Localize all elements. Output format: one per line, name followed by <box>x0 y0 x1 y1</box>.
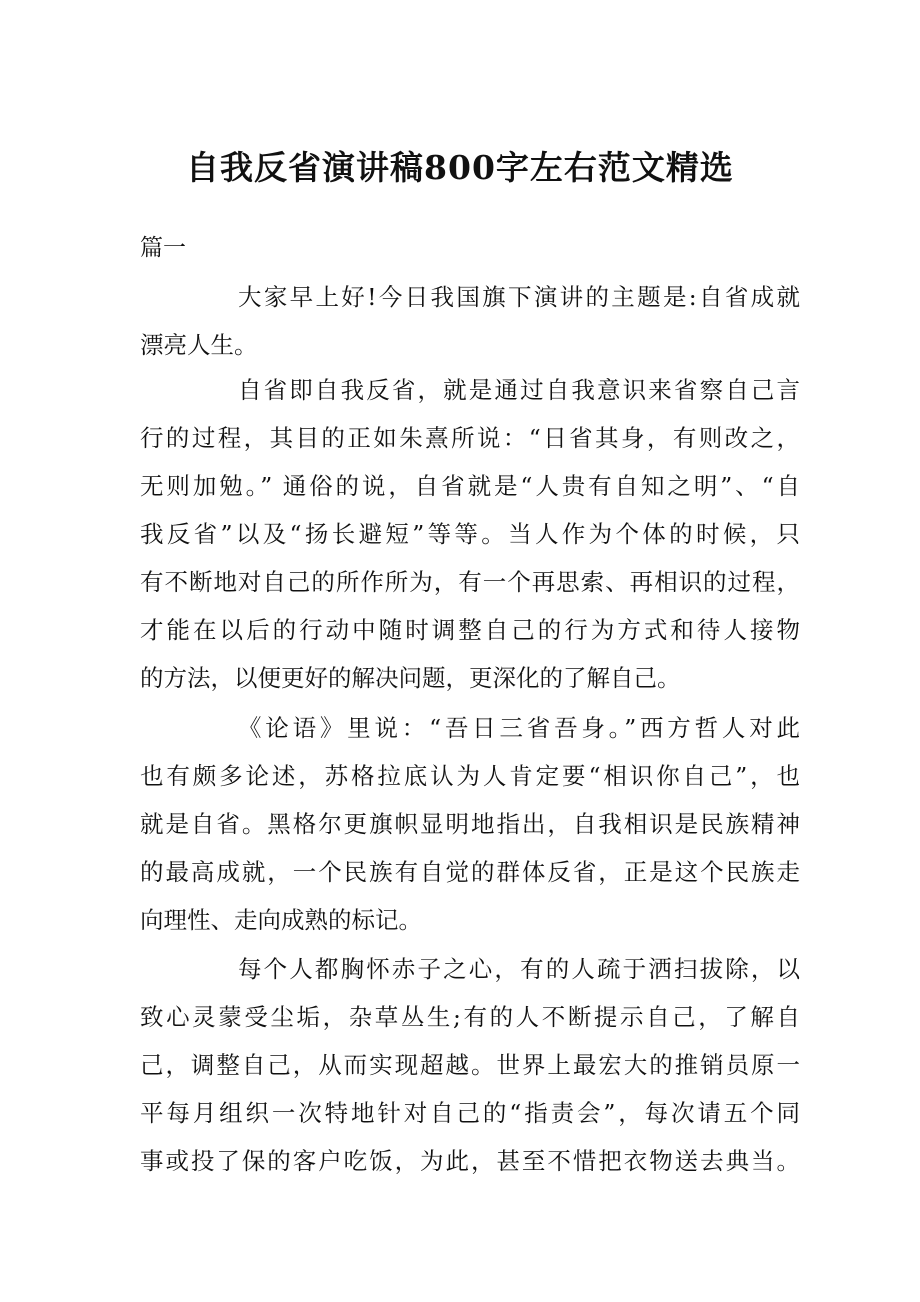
paragraph-3 <box>140 704 800 944</box>
paragraph-line: 就是自省。黑格尔更旗帜显明地指出，自我相识是民族精神 <box>140 810 800 838</box>
paragraph-1 <box>140 273 800 369</box>
paragraph-line: 每个人都胸怀赤子之心，有的人疏于洒扫拔除，以 <box>238 955 800 983</box>
paragraph-line: 无则加勉。” 通俗的说，自省就是“人贵有自知之明”、“自 <box>140 472 800 500</box>
paragraph-line: 大家早上好!今日我国旗下演讲的主题是:自省成就 <box>238 283 800 311</box>
paragraph-line: 事或投了保的客户吃饭，为此，甚至不惜把衣物送去典当。 <box>140 1147 800 1175</box>
paragraph-line: 的方法，以便更好的解决问题，更深化的了解自己。 <box>140 664 681 692</box>
paragraph-line: 向理性、走向成熟的标记。 <box>140 906 422 934</box>
paragraph-line: 《论语》里说：“吾日三省吾身。”西方哲人对此 <box>238 714 800 742</box>
section-label: 篇一 <box>140 235 186 261</box>
paragraph-line: 才能在以后的行动中随时调整自己的行为方式和待人接物 <box>140 616 800 644</box>
paragraph-line: 平每月组织一次特地针对自己的“指责会”，每次请五个同 <box>140 1099 800 1127</box>
paragraph-line: 致心灵蒙受尘垢，杂草丛生;有的人不断提示自己，了解自 <box>140 1003 800 1031</box>
paragraph-line: 也有颇多论述，苏格拉底认为人肯定要“相识你自己”，也 <box>140 762 800 790</box>
paragraph-line: 己，调整自己，从而实现超越。世界上最宏大的推销员原一 <box>140 1051 800 1079</box>
paragraph-line: 行的过程，其目的正如朱熹所说：“日省其身，有则改之， <box>140 424 800 452</box>
paragraph-4 <box>140 945 800 1185</box>
paragraph-line: 我反省”以及“扬长避短”等等。当人作为个体的时候，只 <box>140 520 800 548</box>
paragraph-line: 有不断地对自己的所作所为，有一个再思索、再相识的过程， <box>140 568 800 596</box>
document-title: 自我反省演讲稿800字左右范文精选 <box>186 148 734 187</box>
paragraph-line: 的最高成就，一个民族有自觉的群体反省，正是这个民族走 <box>140 858 800 886</box>
paragraph-line: 自省即自我反省，就是通过自我意识来省察自己言 <box>238 376 800 404</box>
paragraph-line: 漂亮人生。 <box>140 331 258 359</box>
paragraph-2 <box>140 366 800 702</box>
